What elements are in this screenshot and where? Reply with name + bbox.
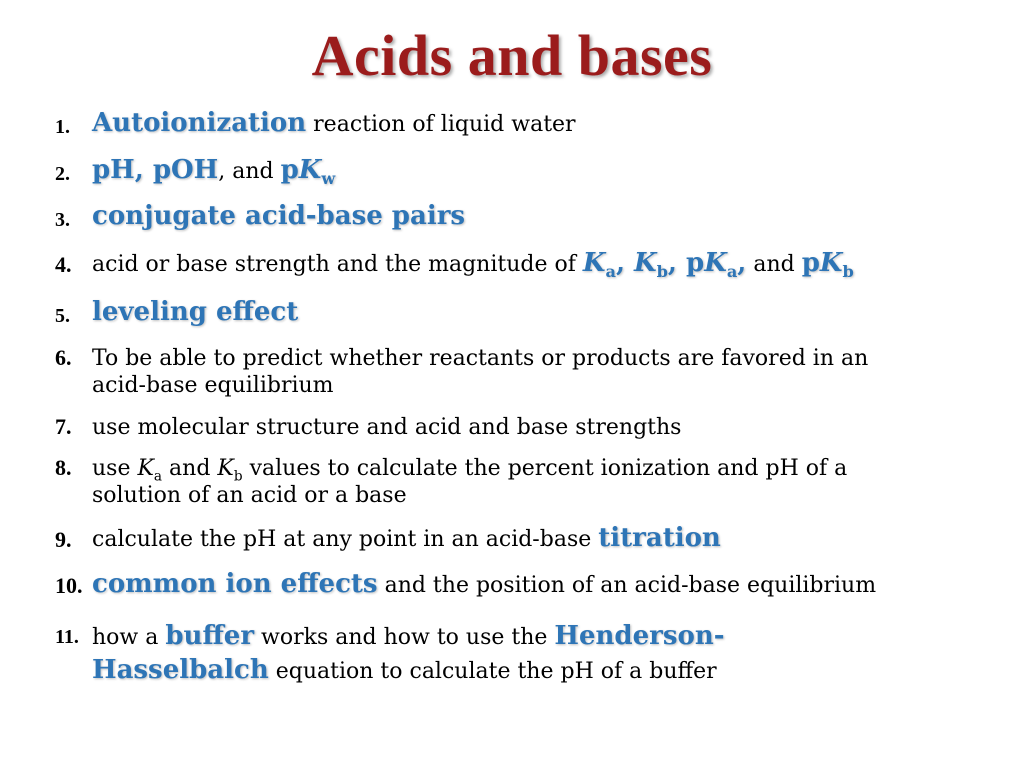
comma: , <box>667 248 687 278</box>
item-number: 9. <box>55 527 72 552</box>
item-text: To be able to predict whether reactants or products are favored in an acid-base equilibrium <box>92 346 869 398</box>
subscript: a <box>153 468 163 485</box>
k-symbol: K <box>137 456 154 481</box>
item-number: 1. <box>55 116 70 138</box>
item-text <box>92 620 800 688</box>
item-number: 8. <box>55 455 72 480</box>
item-text <box>92 525 940 553</box>
item-number: 6. <box>55 345 72 370</box>
subscript: b <box>656 262 668 282</box>
ka-term: $K_a$, $K_b$, $pK_a$, <box>582 248 747 282</box>
item-text-post: values to calculate the percent ionization and pH of a solution of an acid or a base <box>92 456 848 508</box>
key-term: titration <box>598 523 721 553</box>
key-term: Autoionization <box>92 108 307 138</box>
item-text <box>92 248 940 282</box>
item-number: 4. <box>55 252 72 277</box>
item-text <box>92 299 940 327</box>
k-symbol: K <box>819 248 843 278</box>
key-term-buffer: buffer <box>165 621 255 651</box>
item-text-rest: reaction of liquid water <box>306 112 576 137</box>
key-term: conjugate acid-base pairs <box>92 201 466 231</box>
p-prefix: p <box>801 248 820 278</box>
p-prefix: p <box>686 248 705 278</box>
item-text-pre: how a <box>92 625 166 650</box>
item-text-and: and <box>162 456 218 481</box>
item-text <box>92 203 940 231</box>
item-number: 5. <box>55 305 70 327</box>
item-number: 2. <box>55 163 70 185</box>
item-number: 3. <box>55 209 70 231</box>
item-number: 11. <box>55 626 79 648</box>
k-symbol: K <box>634 248 657 278</box>
key-term-henderson-hasselbalch: Henderson-Hasselbalch <box>92 621 725 685</box>
item-text-post: equation to calculate the pH of a buffer <box>268 659 717 684</box>
item-text-and: and <box>746 252 802 277</box>
item-text-pre: use <box>92 456 138 481</box>
subscript: a <box>726 262 738 282</box>
item-text-pre: acid or base strength and the magnitude of <box>92 252 583 277</box>
pkb-term <box>801 248 854 282</box>
item-text <box>92 455 900 509</box>
item-number: 10. <box>55 573 83 598</box>
subscript: b <box>233 468 243 485</box>
item-text <box>92 110 940 138</box>
item-text-rest: and the position of an acid-base equilibrium <box>377 573 877 598</box>
k-symbol: K <box>217 456 234 481</box>
p-prefix: p <box>280 155 299 185</box>
key-term-pkw <box>280 155 336 189</box>
subscript: a <box>605 262 616 282</box>
item-text-mid: , and <box>218 159 281 184</box>
item-text: use molecular structure and acid and base strengths <box>92 415 682 440</box>
subscript: w <box>321 169 336 189</box>
item-text <box>92 571 940 599</box>
key-term: pH, pOH <box>92 155 219 185</box>
key-term: leveling effect <box>92 297 299 327</box>
item-text-pre: calculate the pH at any point in an acid-base <box>92 527 599 552</box>
comma: , <box>615 248 635 278</box>
k-symbol: K <box>704 248 727 278</box>
k-symbol: K <box>582 248 606 278</box>
k-symbol: K <box>298 155 322 185</box>
item-text <box>92 155 940 189</box>
item-number: 7. <box>55 414 72 439</box>
subscript: b <box>842 262 854 282</box>
key-term: common ion effects <box>92 569 378 599</box>
slide-title: Acids and bases <box>311 23 713 88</box>
item-text-mid: works and how to use the <box>254 625 555 650</box>
